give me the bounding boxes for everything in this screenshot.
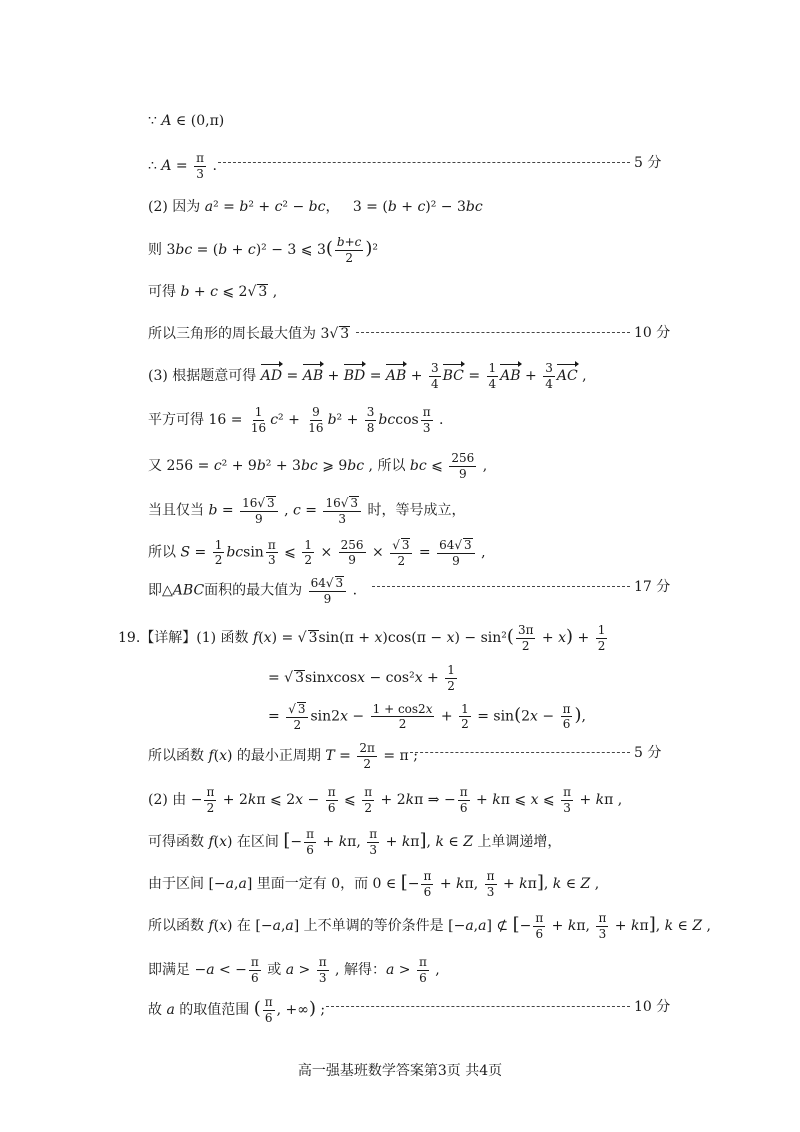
score-leader	[326, 1006, 630, 1007]
line-8: 平方可得 16 = $\frac{1}{16}$ c² + $\frac{9}{16}$ b² + $\frac{3}{8}$ bccos $\frac{\pi}{3}$ .	[148, 405, 444, 435]
line-19: 由于区间 [−a,a] 里面一定有 0，而 0 ∈ [− $\frac{\pi}{6}$ + kπ, $\frac{\pi}{3}$ + kπ], k ∈ Z ,	[148, 869, 600, 899]
score-label: 10 分	[634, 325, 671, 341]
score-leader	[410, 752, 630, 753]
line-16: 所以函数 f(x) 的最小正周期 T = $\frac{2\pi}{2}$ = π ;	[148, 741, 418, 771]
score-label: 5 分	[634, 155, 662, 171]
line-1: ∵ A ∈ (0,π)	[148, 113, 225, 129]
line-12: 即△ABC面积的最大值为 $\frac{64√ 3}{9}$ .	[148, 576, 358, 606]
line-14: = √ 3sinxcosx − cos²x + $\frac{1}{2}$	[268, 663, 455, 693]
line-4: 则 3bc = (b + c)² − 3 ⩽ 3( $\frac{b+c}{2}$ )²	[148, 235, 379, 265]
score-label: 10 分	[634, 999, 671, 1015]
line-17: (2) 由 − $\frac{\pi}{2}$ + 2kπ ⩽ 2x − $\frac{\pi}{6}$ ⩽ $\frac{\pi}{2}$ + 2kπ ⇒ − $\frac{\pi}{6}$ + kπ ⩽ x ⩽ $\frac{\pi}{3}$ + kπ ,	[148, 785, 623, 815]
line-2: ∴ A = $\frac{\pi}{3}$ .	[148, 151, 217, 181]
score-leader	[218, 162, 630, 163]
line-13: 19.【详解】(1) 函数 f(x) = √ 3sin(π + x)cos(π − x) − sin²( $\frac{3\pi}{2}$ + x) + $\frac{1}{2}$	[118, 623, 606, 653]
line-10: 当且仅当 b = $\frac{16√ 3}{9}$ , c = $\frac{16√ 3}{3}$ 时，等号成立，	[148, 496, 466, 526]
score-leader	[356, 332, 630, 333]
score-label: 5 分	[634, 745, 662, 761]
line-21: 即满足 −a < − $\frac{\pi}{6}$ 或 a > $\frac{\pi}{3}$ , 解得：a > $\frac{\pi}{6}$ ,	[148, 955, 440, 985]
line-20: 所以函数 f(x) 在 [−a,a] 上不单调的等价条件是 [−a,a] ⊄ [− $\frac{\pi}{6}$ + kπ, $\frac{\pi}{3}$ + kπ], k ∈ Z ,	[148, 911, 712, 941]
line-11: 所以 S = $\frac{1}{2}$ bcsin $\frac{\pi}{3}$ ⩽ $\frac{1}{2}$ × $\frac{256}{9}$ × $\frac{√ 3}{2}$ = $\frac{64√ 3}{9}$ ,	[148, 537, 486, 568]
line-22: 故 a 的取值范围 ( $\frac{\pi}{6}$ , +∞) ;	[148, 995, 326, 1025]
line-6: 所以三角形的周长最大值为 3√ 3	[148, 326, 350, 342]
line-3: (2) 因为 a² = b² + c² − bc， 3 = (b + c)² − 3bc	[148, 199, 483, 215]
line-18: 可得函数 f(x) 在区间 [− $\frac{\pi}{6}$ + kπ, $\frac{\pi}{3}$ + kπ], k ∈ Z 上单调递增，	[148, 827, 562, 857]
score-leader	[372, 586, 630, 587]
line-9: 又 256 = c² + 9b² + 3bc ⩾ 9bc , 所以 bc ⩽ $\frac{256}{9}$ ,	[148, 451, 488, 481]
page-footer: 高一强基班数学答案第3页 共4页	[297, 1063, 503, 1079]
line-7: (3) 根据题意可得 AD = AB + BD = AB + $\frac{3}{4}$ BC = $\frac{1}{4}$ AB + $\frac{3}{4}$ AC ,	[148, 361, 587, 391]
line-15: = $\frac{√ 3}{2}$ sin2x − $\frac{1 + \cos 2x}{2}$ + $\frac{1}{2}$ = sin(2x − $\frac{\pi}{6}$ ),	[268, 701, 586, 732]
score-label: 17 分	[634, 579, 671, 595]
line-5: 可得 b + c ⩽ 2√ 3 ,	[148, 284, 278, 300]
